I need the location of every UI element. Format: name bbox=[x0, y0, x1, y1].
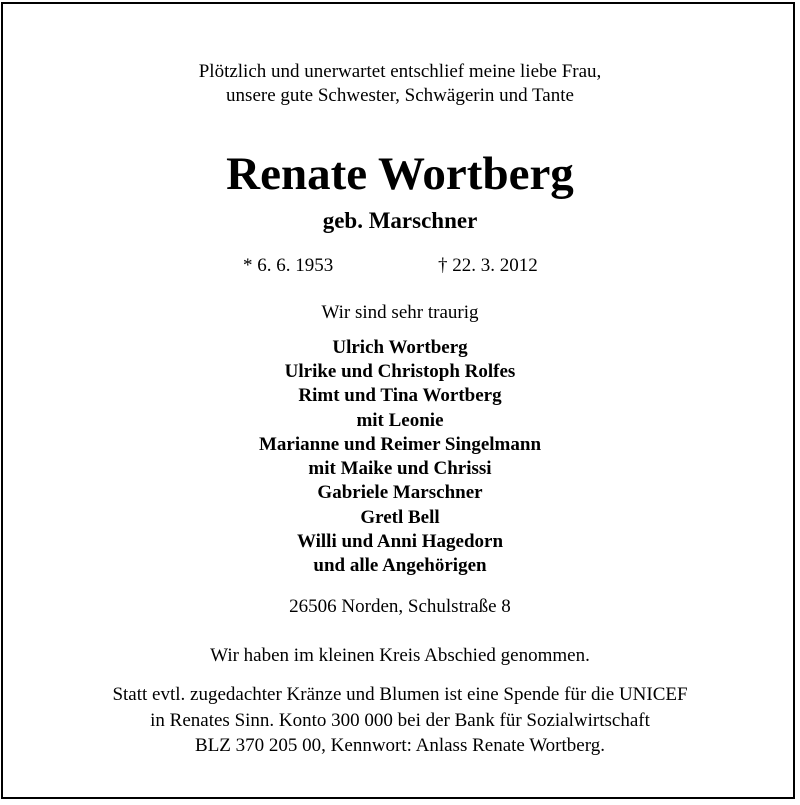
deceased-name: Renate Wortberg bbox=[226, 148, 574, 200]
birth-date: * 6. 6. 1953 bbox=[243, 255, 334, 276]
donation-line-1: Statt evtl. zugedachter Kränze und Blumen ist eine Spende für die UNICEF bbox=[112, 684, 688, 705]
family-line: mit Maike und Chrissi bbox=[308, 458, 492, 479]
family-line: Ulrich Wortberg bbox=[332, 337, 468, 358]
donation-line-2: in Renates Sinn. Konto 300 000 bei der Bank für Sozialwirtschaft bbox=[150, 710, 650, 731]
family-line: Rimt und Tina Wortberg bbox=[298, 385, 502, 406]
family-line: und alle Angehörigen bbox=[313, 555, 487, 576]
family-line: Gabriele Marschner bbox=[317, 482, 483, 503]
donation-line-3: BLZ 370 205 00, Kennwort: Anlass Renate Wortberg. bbox=[195, 735, 605, 756]
family-line: Willi und Anni Hagedorn bbox=[296, 531, 504, 552]
intro-line-2: unsere gute Schwester, Schwägerin und Tante bbox=[226, 85, 574, 106]
address: 26506 Norden, Schulstraße 8 bbox=[289, 596, 511, 617]
farewell-note: Wir haben im kleinen Kreis Abschied genommen. bbox=[210, 645, 590, 666]
family-line: Ulrike und Christoph Rolfes bbox=[284, 361, 516, 382]
family-line: Gretl Bell bbox=[360, 507, 440, 528]
death-date: † 22. 3. 2012 bbox=[438, 255, 538, 276]
mourning-line: Wir sind sehr traurig bbox=[321, 302, 479, 323]
family-line: Marianne und Reimer Singelmann bbox=[258, 434, 542, 455]
maiden-name: geb. Marschner bbox=[322, 208, 478, 233]
family-line: mit Leonie bbox=[356, 410, 444, 431]
intro-line-1: Plötzlich und unerwartet entschlief meine liebe Frau, bbox=[198, 61, 602, 82]
